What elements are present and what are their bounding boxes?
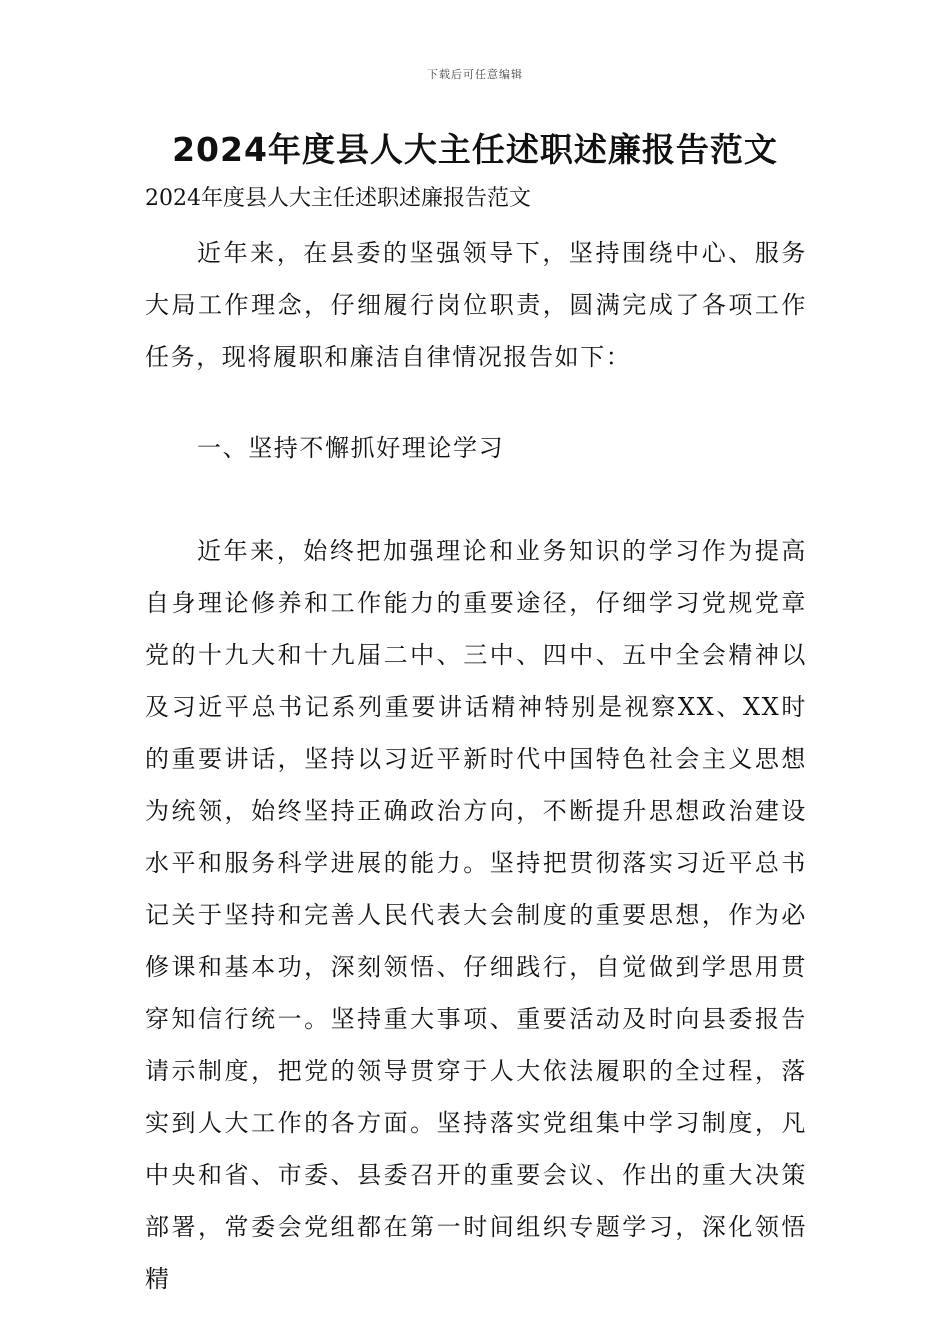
body-paragraph: 近年来，始终把加强理论和业务知识的学习作为提高自身理论修养和工作能力的重要途径，仔细学习党规党章党的十九大和十九届二中、三中、四中、五中全会精神以及习近平总书记系列重要讲话精神特别是视察XX、XX时的重要讲话，坚持以习近平新时代中国特色社会主义思想为统领，始终坚持正确政治方向，不断提升思想政治建设水平和服务科学进展的能力。坚持把贯彻落实习近平总书记关于坚持和完善人民代表大会制度的重要思想，作为必修课和基本功，深刻领悟、仔细践行，自觉做到学思用贯穿知信行统一。坚持重大事项、重要活动及时向县委报告请示制度，把党的领导贯穿于人大依法履职的全过程，落实到人大工作的各方面。坚持落实党组集中学习制度，凡中央和省、市委、县委召开的重要会议、作出的重大决策部署，常委会党组都在第一时间组织专题学习，深化领悟精: [145, 537, 807, 1293]
intro-paragraph: 近年来，在县委的坚强领导下，坚持围绕中心、服务大局工作理念，仔细履行岗位职责，圆满完成了各项工作任务，现将履职和廉洁自律情况报告如下：: [145, 239, 807, 371]
document-subtitle: 2024年度县人大主任述职述廉报告范文: [145, 186, 531, 211]
section-heading: 一、坚持不懈抓好理论学习: [197, 434, 505, 462]
document-title: 2024年度县人大主任述职述廉报告范文: [172, 130, 778, 169]
header-note: 下载后可任意编辑: [427, 68, 523, 81]
